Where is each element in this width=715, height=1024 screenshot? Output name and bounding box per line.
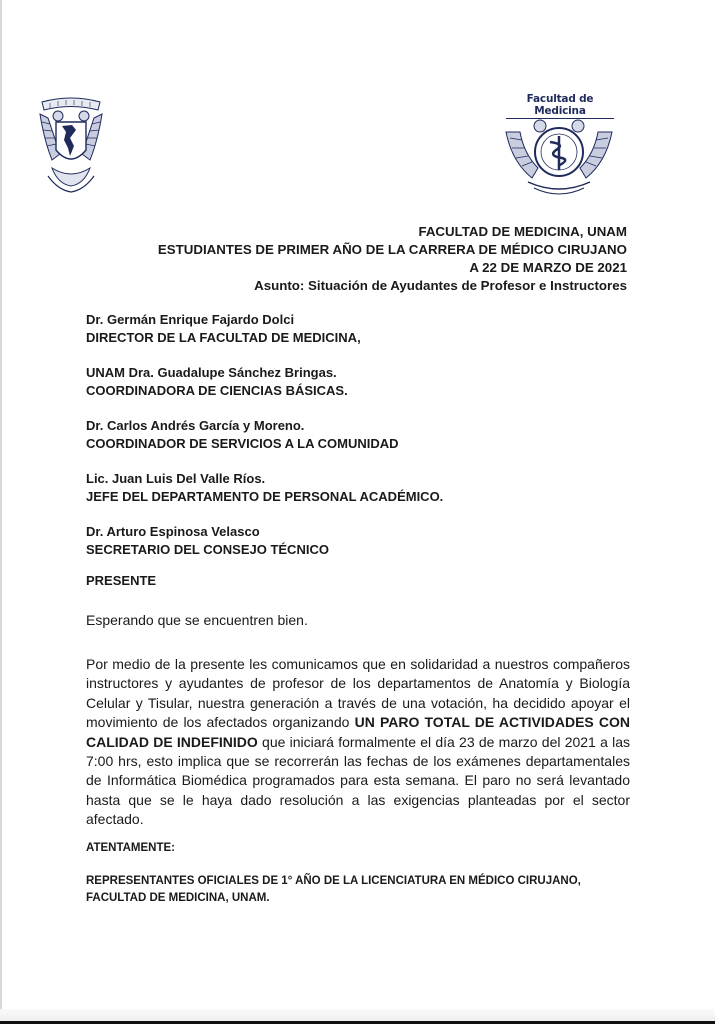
header-subject: Asunto: Situación de Ayudantes de Profesor e Instructores: [254, 278, 627, 293]
recipient-name: Dr. Arturo Espinosa Velasco: [86, 524, 260, 539]
body-paragraph: [86, 655, 630, 830]
presente-label: PRESENTE: [86, 573, 157, 588]
header-date: A 22 DE MARZO DE 2021: [469, 260, 627, 275]
recipient: [86, 311, 443, 346]
page-bottom-shadow: [0, 1009, 715, 1021]
recipient: [86, 417, 443, 452]
recipient-name: Dr. Carlos Andrés García y Moreno.: [86, 418, 305, 433]
recipient-title: COORDINADOR DE SERVICIOS A LA COMUNIDAD: [86, 435, 399, 451]
recipient: [86, 364, 443, 399]
facultad-medicina-seal-icon: [500, 92, 618, 202]
greeting: Esperando que se encuentren bien.: [86, 612, 308, 628]
closing: ATENTAMENTE:: [86, 842, 176, 854]
recipient-title: SECRETARIO DEL CONSEJO TÉCNICO: [86, 541, 329, 557]
medicina-logo-title: Facultad de Medicina: [506, 93, 614, 119]
recipient-name: Lic. Juan Luis Del Valle Ríos.: [86, 471, 266, 486]
recipient-title: COORDINADORA DE CIENCIAS BÁSICAS.: [86, 382, 348, 398]
recipient-name: Dr. Germán Enrique Fajardo Dolci: [86, 312, 295, 327]
recipients-list: [86, 311, 443, 576]
signature-block: [86, 873, 630, 907]
recipient: [86, 523, 443, 558]
recipient: [86, 470, 443, 505]
recipient-title: JEFE DEL DEPARTAMENTO DE PERSONAL ACADÉMICO.: [86, 488, 444, 504]
letter-header: [158, 223, 627, 295]
header-sender: ESTUDIANTES DE PRIMER AÑO DE LA CARRERA DE MÉDICO CIRUJANO: [157, 242, 627, 257]
unam-shield-icon: [38, 94, 104, 196]
recipient-title: DIRECTOR DE LA FACULTAD DE MEDICINA,: [86, 329, 361, 345]
signature-line-2: FACULTAD DE MEDICINA, UNAM.: [86, 892, 270, 904]
header-institution: FACULTAD DE MEDICINA, UNAM: [418, 224, 627, 239]
recipient-name: UNAM Dra. Guadalupe Sánchez Bringas.: [86, 365, 337, 380]
body-text-2: que iniciará formalmente el día 23 de marzo del 2021 a las 7:00 hrs, esto implica que se recorrerán las fechas de los exámenes departamentales de Informática Biomédica programados para esta semana. El paro no será levantado hasta que se le haya dado resolución a las exigencias planteadas por el sector afectado.: [86, 733, 630, 828]
body-emphasis: UN PARO TOTAL DE ACTIVIDADES CON CALIDAD DE INDEFINIDO: [86, 714, 630, 750]
body-text-1: Por medio de la presente les comunicamos que en solidaridad a nuestros compañeros instructores y ayudantes de profesor de los departamentos de Anatomía y Biología Celular y Tisular, nuestra generación a través de una votación, ha decidido apoyar el movimiento de los afectados organizando: [86, 656, 630, 731]
page-edge: [0, 0, 2, 1024]
signature-line-1: REPRESENTANTES OFICIALES DE 1° AÑO DE LA LICENCIATURA EN MÉDICO CIRUJANO,: [86, 875, 581, 887]
